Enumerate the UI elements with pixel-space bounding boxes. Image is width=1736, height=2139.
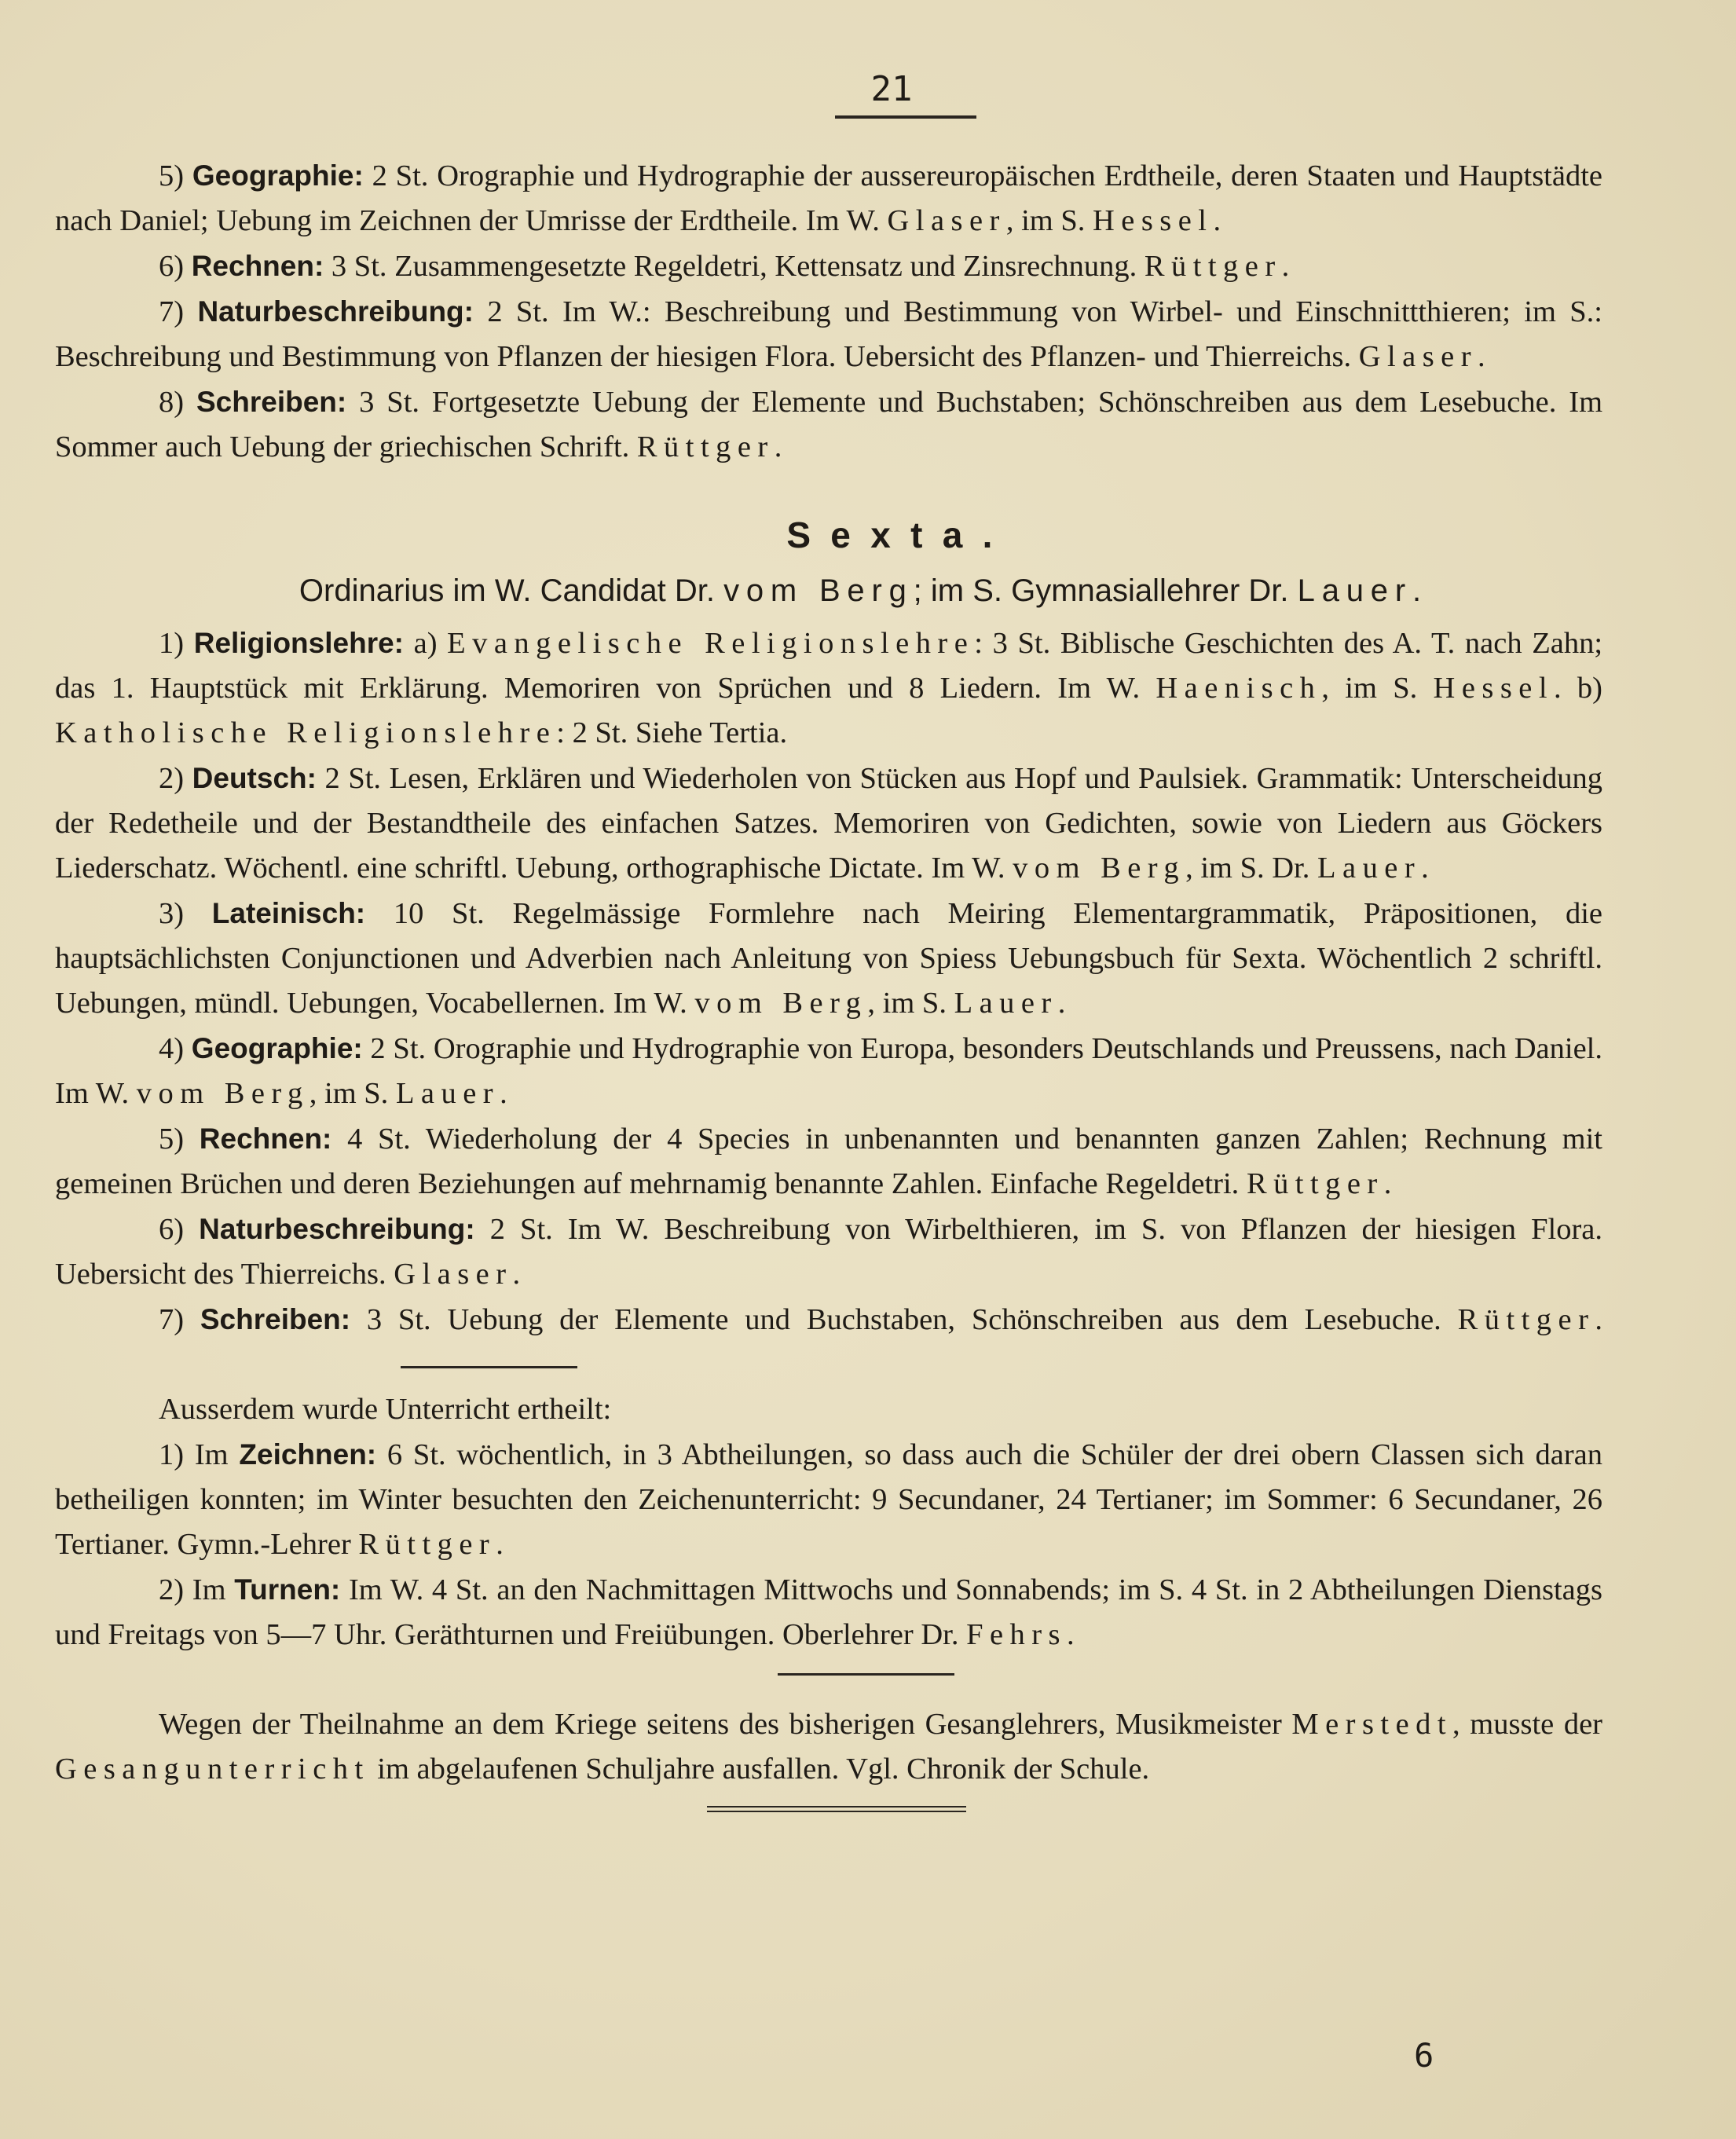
- section-divider: [778, 1673, 954, 1676]
- sexta-section: [55, 621, 1602, 1387]
- paragraph-lateinisch: 3) Lateinisch: 10 St. Regelmässige Formlehre nach Meiring Elementargrammatik, Präpositionen, die hauptsächlichsten Conjunctionen und Adverbien nach Anleitung von Spiess Uebungsbuch für Sexta. Wöchentlich 2 schriftl. Uebungen, mündl. Uebungen, Vocabellernen. Im W. vom Berg, im S. Lauer.: [55, 897, 1603, 1020]
- paragraph-prev-geographie: 5) Geographie: 2 St. Orographie und Hydrographie der aussereuropäischen Erdtheile, deren Staaten und Hauptstädte nach Daniel; Uebung im Zeichnen der Umrisse der Erdtheile. Im W. Glaser, im S. Hessel.: [55, 159, 1603, 237]
- paragraph-geographie: 4) Geographie: 2 St. Orographie und Hydrographie von Europa, besonders Deutschlands und Preussens, nach Daniel. Im W. vom Berg, im S. Lauer.: [55, 1032, 1602, 1110]
- teacher-name: Lauer: [1317, 852, 1422, 885]
- paragraph-prev-schreiben: 8) Schreiben: 3 St. Fortgesetzte Uebung der Elemente und Buchstaben; Schönschreiben aus dem Lesebuche. Im Sommer auch Uebung der griechischen Schrift. Rüttger.: [55, 386, 1603, 463]
- subject-label: Naturbeschreibung:: [199, 1213, 475, 1245]
- subject-label: Naturbeschreibung:: [197, 295, 474, 328]
- section-heading-sexta: Sexta.: [786, 515, 1013, 555]
- subject-label: Geographie:: [192, 159, 364, 192]
- subject-label: Schreiben:: [196, 386, 347, 418]
- teacher-name: Glaser: [1358, 340, 1478, 373]
- subject-label: Rechnen:: [199, 1123, 332, 1155]
- teacher-name: Merstedt: [1291, 1708, 1453, 1741]
- paragraph-prev-rechnen: 6) Rechnen: 3 St. Zusammengesetzte Regeldetri, Kettensatz und Zinsrechnung. Rüttger.: [159, 250, 1290, 283]
- extra-intro: Ausserdem wurde Unterricht ertheilt:: [159, 1393, 612, 1426]
- teacher-name: Haenisch: [1156, 672, 1322, 705]
- teacher-name: Fehrs: [966, 1618, 1068, 1651]
- subject-label: Schreiben:: [200, 1303, 351, 1335]
- previous-class-section: [55, 153, 1602, 470]
- footer-rule-line: [707, 1806, 966, 1808]
- paragraph-deutsch: 2) Deutsch: 2 St. Lesen, Erklären und Wiederholen von Stücken aus Hopf und Paulsiek. Grammatik: Unterscheidung der Redetheile und der Bestandtheile des einfachen Satzes. Memoriren von Gedichten, sowie von Liedern aus Göckers Liederschatz. Wöchentl. eine schriftl. Uebung, orthographische Dictate. Im W. vom Berg, im S. Dr. Lauer.: [55, 762, 1603, 885]
- paragraph-prev-naturbeschreibung: 7) Naturbeschreibung: 2 St. Im W.: Beschreibung und Bestimmung von Wirbel- und Einschnittthieren; im S.: Beschreibung und Bestimmung von Pflanzen der hiesigen Flora. Uebersicht des Pflanzen- und Thierreichs. Glaser.: [55, 295, 1602, 373]
- subject-label: Geographie:: [191, 1032, 363, 1064]
- paragraph-turnen: 2) Im Turnen: Im W. 4 St. an den Nachmittagen Mittwochs und Sonnabends; im S. 4 St. in 2 Abtheilungen Dienstags und Freitags von 5—7 Uhr. Geräthturnen und Freiübungen. Oberlehrer Dr. Fehrs.: [55, 1573, 1602, 1651]
- teacher-name: Hessel: [1433, 672, 1555, 705]
- teacher-name: vom Berg: [694, 987, 868, 1020]
- paragraph-zeichnen: 1) Im Zeichnen: 6 St. wöchentlich, in 3 Abtheilungen, so dass auch die Schüler der drei obern Classen sich daran betheiligen konnten; im Winter besuchten den Zeichenunterricht: 9 Secundaner, 24 Tertianer; im Sommer: 6 Secundaner, 26 Tertianer. Gymn.-Lehrer Rüttger.: [55, 1438, 1602, 1561]
- teacher-name: vom Berg: [1013, 852, 1186, 885]
- page-header: [134, 69, 1602, 119]
- extra-instruction-section: [55, 1387, 1602, 1657]
- header-rule: [835, 115, 976, 119]
- subject-label: Rechnen:: [191, 250, 324, 282]
- teacher-name: Glaser: [394, 1258, 513, 1291]
- paragraph-schreiben: 7) Schreiben: 3 St. Uebung der Elemente und Buchstaben, Schönschreiben aus dem Lesebuche. Rüttger.: [55, 1297, 1602, 1387]
- footer-rule-line: [707, 1811, 966, 1812]
- teacher-name: Lauer: [954, 987, 1058, 1020]
- teacher-name: Rüttger: [1246, 1167, 1384, 1200]
- inline-rule: [401, 1366, 577, 1368]
- subject-label: Zeichnen:: [239, 1438, 377, 1471]
- teacher-name: vom Berg: [723, 573, 914, 608]
- paragraph-religionslehre: 1) Religionslehre: a) Evangelische Religionslehre: 3 St. Biblische Geschichten des A. T. nach Zahn; das 1. Hauptstück mit Erklärung. Memoriren von Sprüchen und 8 Liedern. Im W. Haenisch, im S. Hessel. b) Katholische Religionslehre: 2 St. Siehe Tertia.: [55, 627, 1603, 749]
- footer-double-rule: [707, 1806, 966, 1812]
- teacher-name: Hessel: [1093, 204, 1214, 237]
- subject-label: Religionslehre:: [193, 627, 404, 659]
- page-number: 21: [870, 69, 913, 109]
- teacher-name: Rüttger: [358, 1528, 496, 1561]
- teacher-name: Lauer: [395, 1077, 500, 1110]
- teacher-name: Rüttger: [1144, 250, 1282, 283]
- ordinarius-line: Ordinarius im W. Candidat Dr. vom Berg; im S. Gymnasiallehrer Dr. Lauer.: [298, 573, 1422, 608]
- teacher-name: Rüttger: [1457, 1303, 1595, 1336]
- teacher-name: Glaser: [887, 204, 1006, 237]
- signature-mark: 6: [1414, 2036, 1434, 2075]
- teacher-name: Rüttger: [636, 430, 775, 463]
- paragraph-naturbeschreibung: 6) Naturbeschreibung: 2 St. Im W. Beschreibung von Wirbelthieren, im S. von Pflanzen der hiesigen Flora. Uebersicht des Thierreichs. Glaser.: [55, 1213, 1603, 1291]
- teacher-name: Lauer: [1297, 573, 1412, 608]
- teacher-name: vom Berg: [136, 1077, 309, 1110]
- paragraph-rechnen: 5) Rechnen: 4 St. Wiederholung der 4 Species in unbenannten und benannten ganzen Zahlen; Rechnung mit gemeinen Brüchen und deren Beziehungen auf mehrnamig benannte Zahlen. Einfache Regeldetri. Rüttger.: [55, 1123, 1603, 1200]
- paragraph-gesang-note: Wegen der Theilnahme an dem Kriege seitens des bisherigen Gesanglehrers, Musikmeister Merstedt, musste der Gesangunterricht im abgelaufenen Schuljahre ausfallen. Vgl. Chronik der Schule.: [55, 1708, 1603, 1786]
- subject-label: Deutsch:: [192, 762, 317, 794]
- subject-label: Turnen:: [234, 1573, 341, 1606]
- subject-label: Lateinisch:: [211, 897, 366, 929]
